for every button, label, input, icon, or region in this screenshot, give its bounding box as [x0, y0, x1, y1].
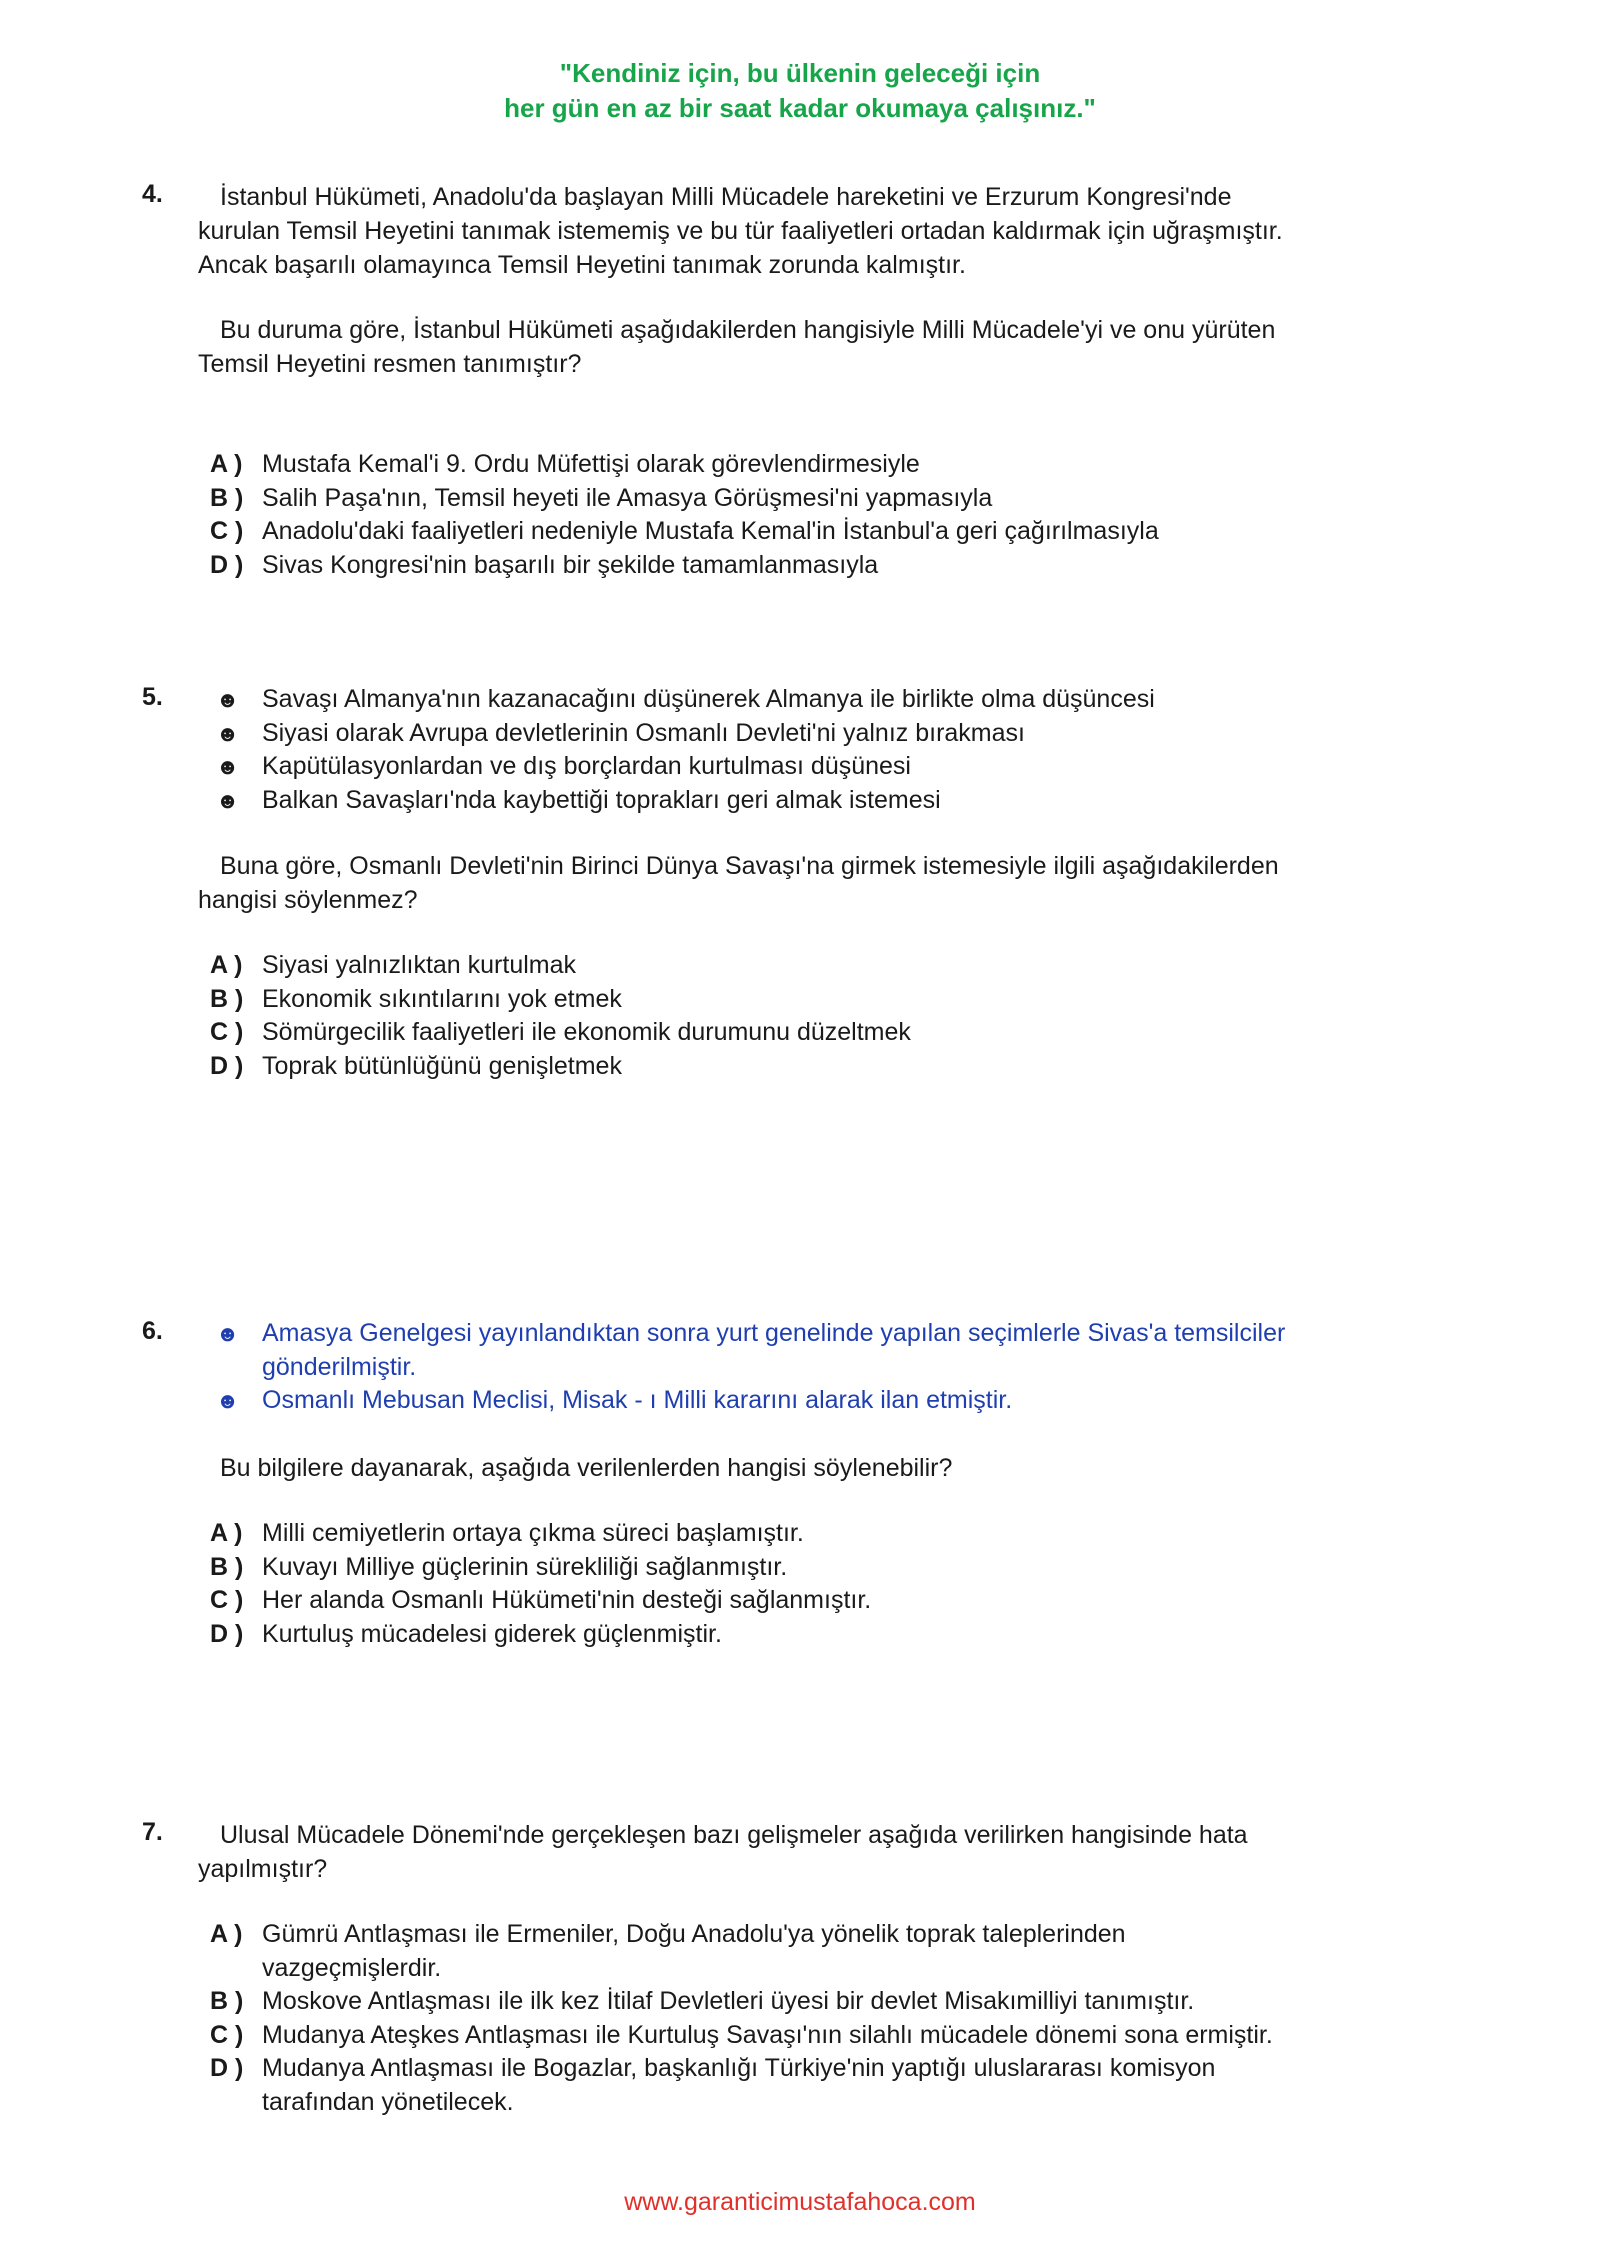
- bullet-item: [216, 1317, 1416, 1384]
- question-number: 7.: [142, 1818, 163, 1846]
- quote-line-2: her gün en az bir saat kadar okumaya çalışınız.": [504, 93, 1096, 123]
- question-text: [198, 1451, 1398, 1485]
- question-text: [198, 1818, 1398, 1886]
- motivational-quote: [0, 56, 1600, 126]
- option-b[interactable]: B ) Moskove Antlaşması ile ilk kez İtilaf Devletleri üyesi bir devlet Misakımilliyi tanımıştır.: [210, 1987, 1195, 2015]
- bullet-item: ☻ Balkan Savaşları'nda kaybettiği toprakları geri almak istemesi: [216, 784, 1416, 818]
- answer-options: [210, 1517, 1410, 1651]
- smiley-bullet-icon: ☻: [216, 720, 240, 746]
- bullet-item: ☻ Savaşı Almanya'nın kazanacağını düşünerek Almanya ile birlikte olma düşüncesi: [216, 683, 1416, 717]
- option-a[interactable]: A ) Mustafa Kemal'i 9. Ordu Müfettişi olarak görevlendirmesiyle: [210, 450, 920, 478]
- intro-line: İstanbul Hükümeti, Anadolu'da başlayan Milli Mücadele hareketini ve Erzurum Kongresi'nde: [220, 183, 1232, 211]
- bullet-item: ☻ Osmanlı Mebusan Meclisi, Misak - ı Milli kararını alarak ilan etmiştir.: [216, 1384, 1416, 1418]
- option-d[interactable]: D ) Mudanya Antlaşması ile Bogazlar, başkanlığı Türkiye'nin yaptığı uluslararası komisyon tarafından yönetilecek.: [210, 2052, 1410, 2119]
- question-number: 4.: [142, 180, 163, 208]
- smiley-bullet-icon: ☻: [216, 754, 240, 779]
- bullet-list: [216, 683, 1416, 817]
- option-a[interactable]: A ) Gümrü Antlaşması ile Ermeniler, Doğu Anadolu'ya yönelik toprak taleplerinden vazgeçmişlerdir.: [210, 1918, 1410, 1985]
- footer-website-link[interactable]: www.garanticimustafahoca.com: [624, 2188, 976, 2216]
- question-line: Bu bilgilere dayanarak, aşağıda verilenlerden hangisi söylenebilir?: [220, 1454, 953, 1482]
- option-c[interactable]: C ) Anadolu'daki faaliyetleri nedeniyle Mustafa Kemal'in İstanbul'a geri çağırılmasıyla: [210, 517, 1159, 545]
- intro-line: Ancak başarılı olamayınca Temsil Heyetini tanımak zorunda kalmıştır.: [198, 251, 966, 279]
- answer-options: [210, 949, 1410, 1083]
- smiley-bullet-icon: ☻: [216, 1321, 240, 1346]
- bullet-text: Amasya Genelgesi yayınlandıktan sonra yurt genelinde yapılan seçimlerle Sivas'a temsilciler gönderilmiştir.: [262, 1319, 1286, 1381]
- smiley-bullet-icon: ☻: [216, 1388, 240, 1413]
- question-number: 6.: [142, 1317, 163, 1345]
- bullet-list: [216, 1317, 1416, 1418]
- option-c[interactable]: C ) Sömürgecilik faaliyetleri ile ekonomik durumunu düzeltmek: [210, 1018, 911, 1046]
- option-b[interactable]: B ) Ekonomik sıkıntılarını yok etmek: [210, 984, 622, 1013]
- question-line: Buna göre, Osmanlı Devleti'nin Birinci Dünya Savaşı'na girmek istemesiyle ilgili aşağıdakilerden: [220, 852, 1279, 880]
- question-line: Ulusal Mücadele Dönemi'nde gerçekleşen bazı gelişmeler aşağıda verilirken hangisinde hata: [220, 1821, 1248, 1849]
- question-intro: [198, 180, 1398, 282]
- intro-line: kurulan Temsil Heyetini tanımak istememiş ve bu tür faaliyetleri ortadan kaldırmak için uğraşmıştır.: [198, 217, 1283, 245]
- answer-options: [210, 1918, 1410, 2119]
- option-c[interactable]: C ) Her alanda Osmanlı Hükümeti'nin desteği sağlanmıştır.: [210, 1586, 872, 1614]
- question-text: [198, 849, 1398, 917]
- option-a[interactable]: A ) Siyasi yalnızlıktan kurtulmak: [210, 951, 577, 979]
- question-line: hangisi söylenmez?: [198, 886, 418, 914]
- option-d[interactable]: D ) Kurtuluş mücadelesi giderek güçlenmiştir.: [210, 1619, 722, 1648]
- bullet-item: ☻ Siyasi olarak Avrupa devletlerinin Osmanlı Devleti'ni yalnız bırakması: [216, 717, 1416, 751]
- option-d[interactable]: D ) Toprak bütünlüğünü genişletmek: [210, 1051, 622, 1080]
- option-b[interactable]: B ) Kuvayı Milliye güçlerinin sürekliliği sağlanmıştır.: [210, 1552, 788, 1581]
- question-line: yapılmıştır?: [198, 1855, 328, 1883]
- bullet-item: ☻ Kapütülasyonlardan ve dış borçlardan kurtulması düşünesi: [216, 750, 1416, 784]
- quote-line-1: "Kendiniz için, bu ülkenin geleceği için: [559, 58, 1041, 88]
- option-text: Mudanya Antlaşması ile Bogazlar, başkanlığı Türkiye'nin yaptığı uluslararası komisyon tarafından yönetilecek.: [262, 2054, 1216, 2116]
- option-c[interactable]: C ) Mudanya Ateşkes Antlaşması ile Kurtuluş Savaşı'nın silahlı mücadele dönemi sona ermiştir.: [210, 2020, 1273, 2049]
- smiley-bullet-icon: ☻: [216, 787, 240, 813]
- question-number: 5.: [142, 683, 163, 711]
- answer-options: [210, 448, 1410, 582]
- question-line: Temsil Heyetini resmen tanımıştır?: [198, 350, 582, 378]
- question-line: Bu duruma göre, İstanbul Hükümeti aşağıdakilerden hangisiyle Milli Mücadele'yi ve onu yürüten: [220, 316, 1276, 344]
- smiley-bullet-icon: ☻: [216, 687, 240, 712]
- option-text: Gümrü Antlaşması ile Ermeniler, Doğu Anadolu'ya yönelik toprak taleplerinden vazgeçmişlerdir.: [262, 1920, 1126, 1982]
- option-d[interactable]: D ) Sivas Kongresi'nin başarılı bir şekilde tamamlanmasıyla: [210, 550, 879, 579]
- option-b[interactable]: B ) Salih Paşa'nın, Temsil heyeti ile Amasya Görüşmesi'ni yapmasıyla: [210, 483, 993, 512]
- question-text: [198, 313, 1398, 381]
- option-a[interactable]: A ) Milli cemiyetlerin ortaya çıkma süreci başlamıştır.: [210, 1519, 804, 1547]
